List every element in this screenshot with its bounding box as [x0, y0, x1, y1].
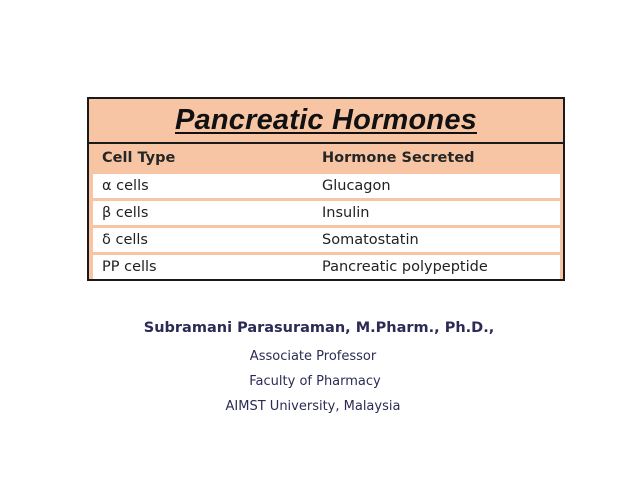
hormone-table [93, 145, 560, 279]
header-hormone-secreted: Hormone Secreted [322, 150, 475, 166]
cell-type: PP cells [102, 259, 157, 275]
table-row [93, 255, 560, 279]
cell-type: α cells [102, 178, 149, 194]
author-institution: AIMST University, Malaysia [225, 399, 401, 414]
cell-hormone: Glucagon [322, 178, 391, 194]
table-row [93, 228, 560, 252]
author-position: Associate Professor [249, 349, 377, 364]
slide-title: Pancreatic Hormones [175, 104, 477, 136]
header-cell-type: Cell Type [102, 150, 176, 166]
author-name: Subramani Parasuraman, M.Pharm., Ph.D., [143, 320, 495, 336]
table-header-row [93, 145, 560, 171]
author-department: Faculty of Pharmacy [249, 374, 381, 389]
cell-hormone: Somatostatin [322, 232, 419, 248]
cell-hormone: Pancreatic polypeptide [322, 259, 488, 275]
cell-type: δ cells [102, 232, 148, 248]
cell-hormone: Insulin [322, 205, 370, 221]
title-bar [89, 99, 563, 144]
table-row [93, 201, 560, 225]
cell-type: β cells [102, 205, 149, 221]
hormone-table-panel [87, 97, 565, 281]
table-row [93, 174, 560, 198]
